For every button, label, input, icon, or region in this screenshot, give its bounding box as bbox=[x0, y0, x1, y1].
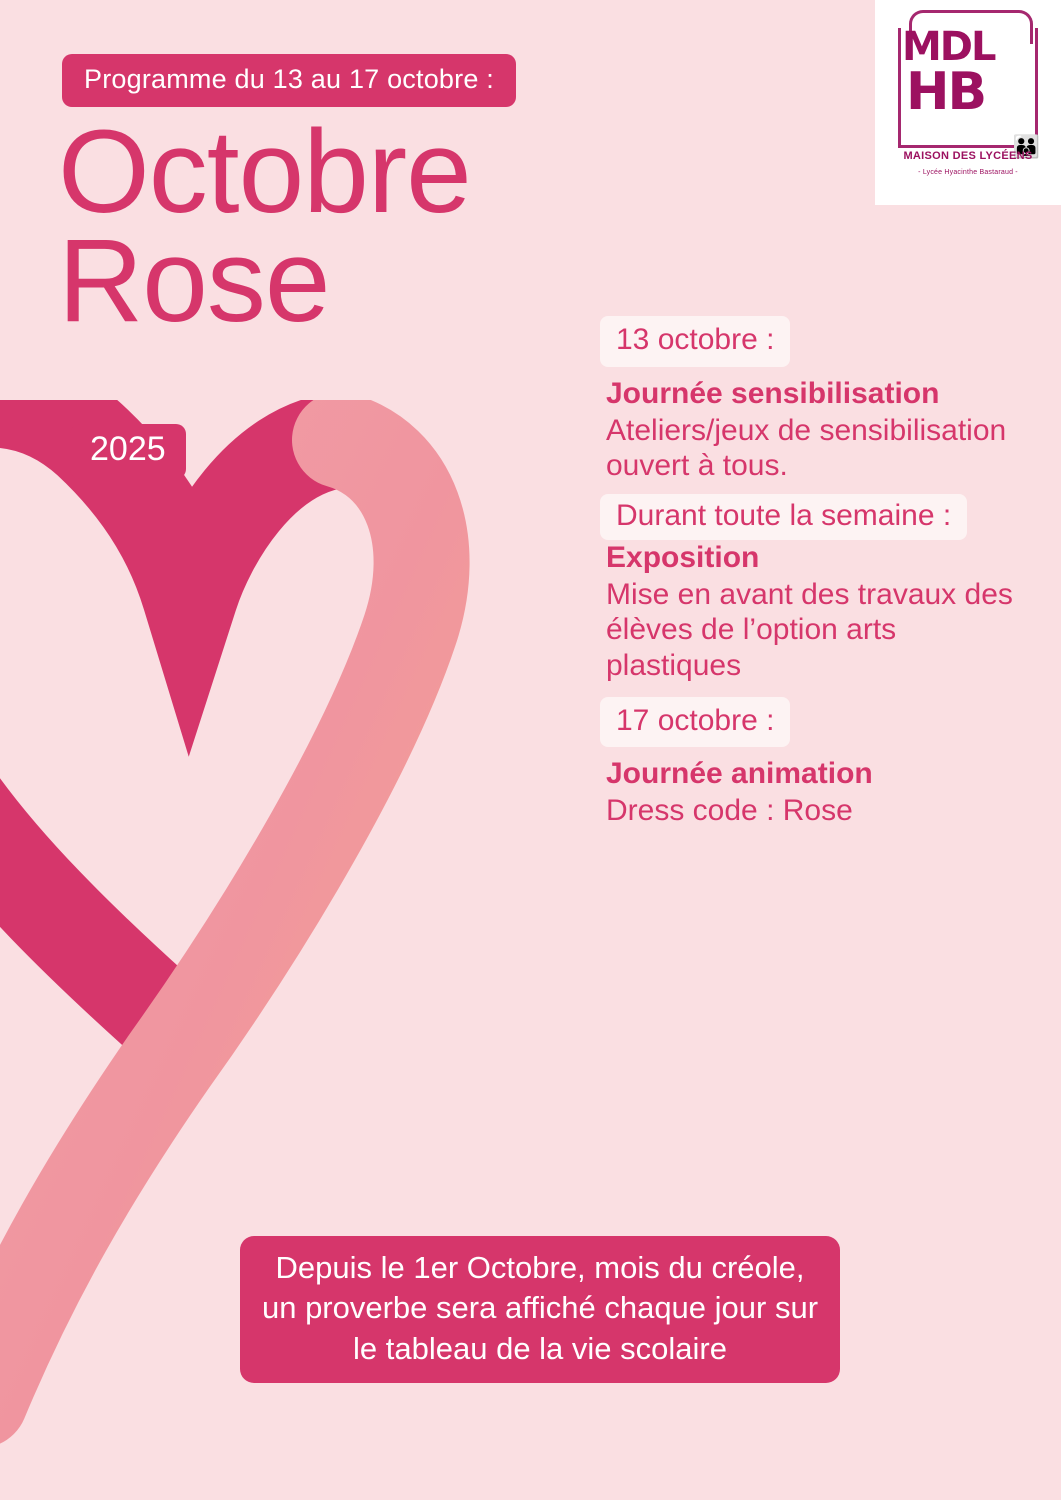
program-item-2-title: Exposition bbox=[606, 540, 760, 574]
program-item-1-title: Journée sensibilisation bbox=[606, 376, 940, 410]
program-item-2-description: Mise en avant des travaux des élèves de l’option arts plastiques bbox=[606, 577, 1013, 682]
program-item-3-date: 17 octobre : bbox=[600, 697, 790, 748]
program-item-1-date: 13 octobre : bbox=[600, 316, 790, 367]
program-item-3-date-wrap bbox=[600, 697, 1030, 752]
logo-mdl-text: MDL bbox=[902, 23, 995, 70]
program-date-banner: Programme du 13 au 17 octobre : bbox=[62, 54, 516, 107]
title-line-1: Octobre bbox=[58, 106, 471, 238]
mdl-logo bbox=[875, 0, 1061, 205]
logo-subtitle: MAISON DES LYCÉENS bbox=[903, 149, 1033, 162]
logo-hb-text: HB bbox=[906, 61, 986, 122]
program-item-2-date: Durant toute la semaine : bbox=[600, 494, 967, 540]
title-line-2: Rose bbox=[58, 214, 330, 347]
program-item-3 bbox=[600, 697, 1030, 829]
program-item-1-date-wrap bbox=[600, 316, 1030, 371]
program-item-1-description: Ateliers/jeux de sensibilisation ouvert à tous. bbox=[606, 413, 1007, 482]
program-item-1 bbox=[600, 316, 1030, 483]
program-item-3-title: Journée animation bbox=[606, 757, 873, 791]
people-icon: 👪 bbox=[1012, 133, 1040, 159]
program-item-3-description: Dress code : Rose bbox=[606, 794, 853, 828]
program-item-2 bbox=[600, 497, 1030, 683]
page-title bbox=[58, 106, 471, 347]
footer-note: Depuis le 1er Octobre, mois du créole, un proverbe sera affiché chaque jour sur le tableau de la vie scolaire bbox=[240, 1236, 840, 1383]
logo-school-name: - Lycée Hyacinthe Bastaraud - bbox=[918, 168, 1018, 176]
logo-graphic bbox=[888, 18, 1048, 188]
program-list bbox=[600, 316, 1030, 843]
year-badge: 2025 bbox=[70, 424, 186, 479]
program-item-2-date-wrap bbox=[600, 497, 1030, 535]
